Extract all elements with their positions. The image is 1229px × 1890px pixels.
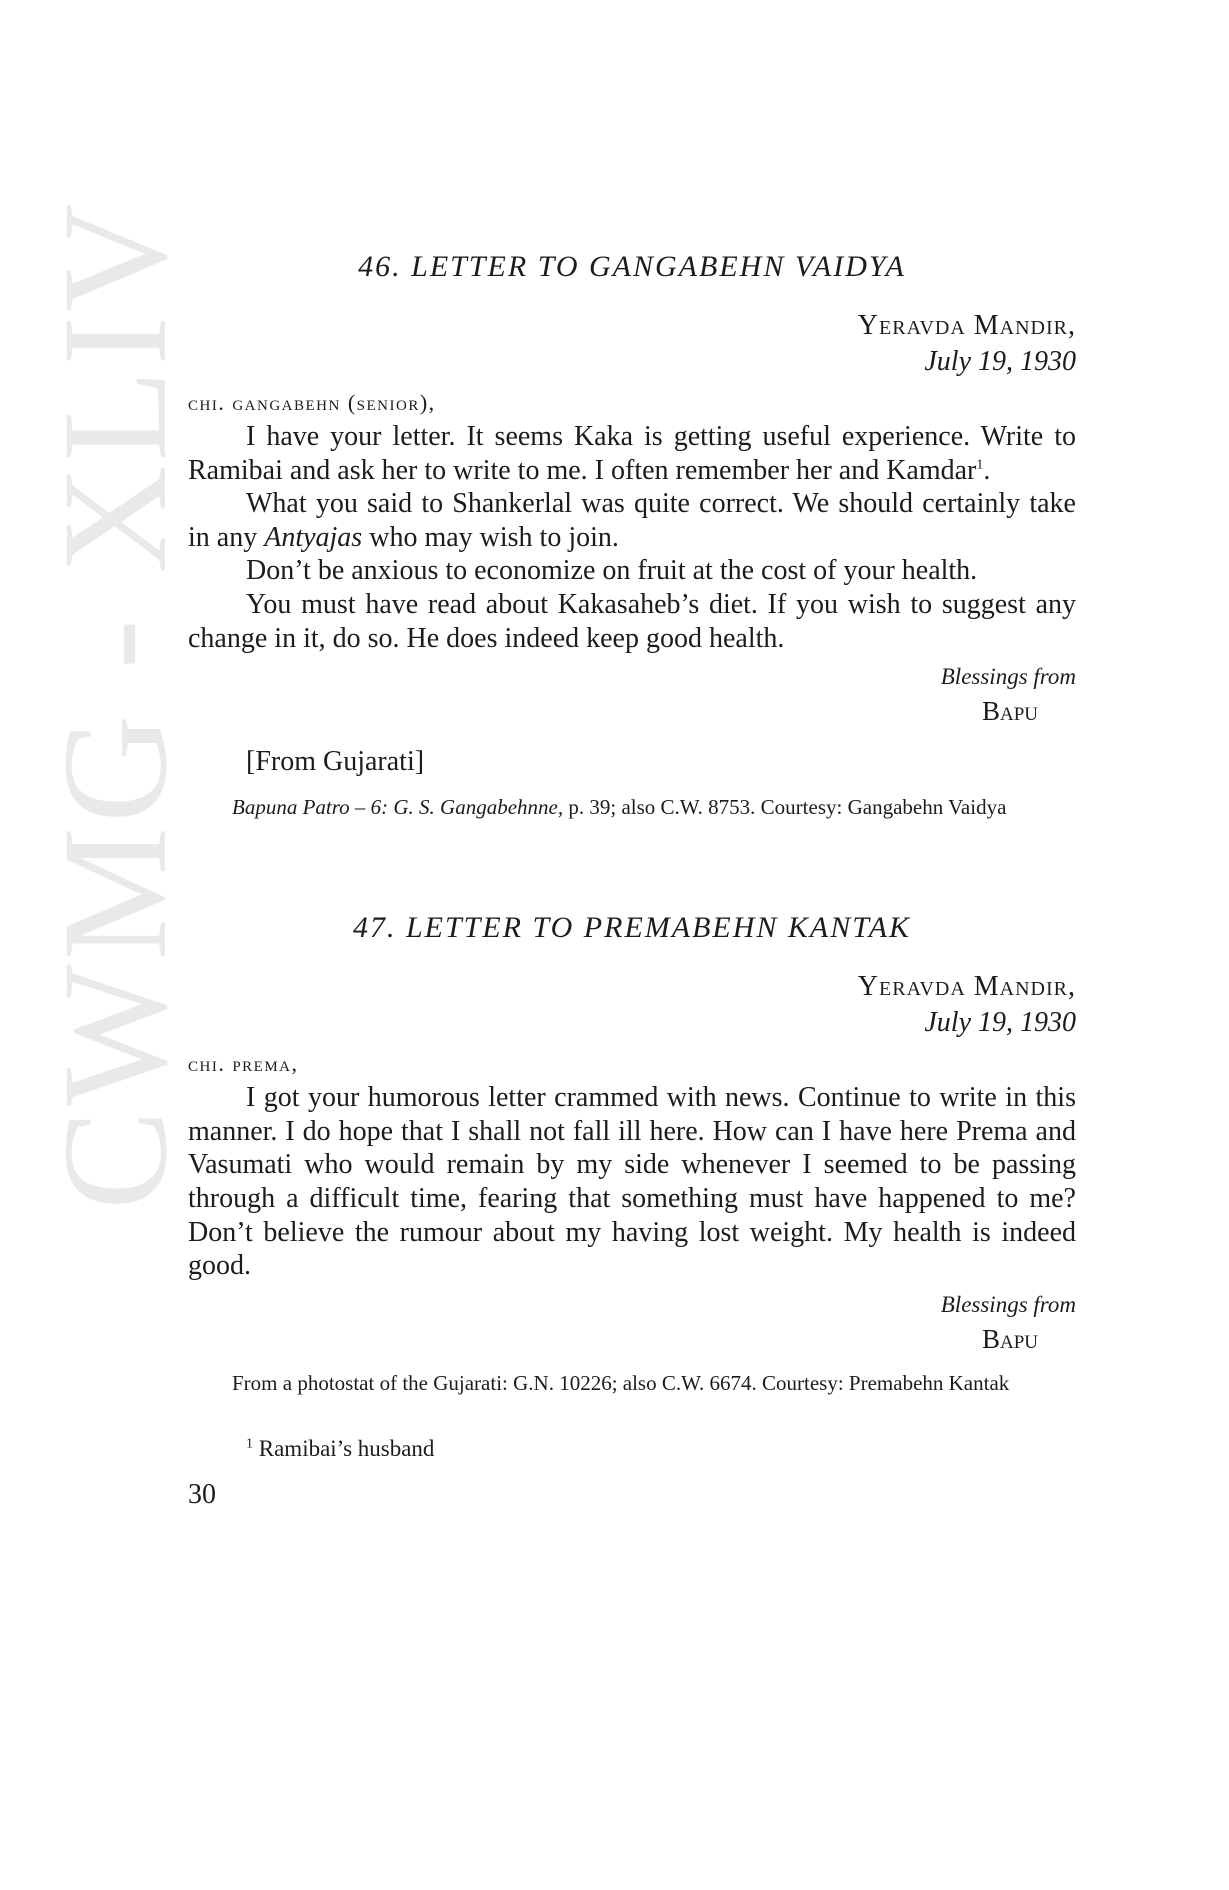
footnote-text: Ramibai’s husband — [253, 1435, 435, 1461]
letter-place: Yeravda Mandir, — [857, 310, 1076, 341]
footnote-marker: 1 — [246, 1436, 253, 1452]
paragraph-end: . — [983, 454, 991, 486]
paragraph: Don’t be anxious to economize on fruit at the cost of your health. — [246, 555, 978, 587]
letter-date: July 19, 1930 — [924, 346, 1076, 377]
letter-46 — [188, 250, 1076, 823]
page-content — [188, 250, 1076, 1511]
letter-date: July 19, 1930 — [924, 1007, 1076, 1039]
salutation: chi. prema, — [188, 1051, 299, 1077]
signature: Bapu — [981, 1323, 1038, 1354]
letter-body — [188, 1081, 1076, 1283]
paragraph: You must have read about Kakasaheb’s diet. If you wish to suggest any change in it, do so. He does indeed keep good health. — [188, 588, 1076, 654]
citation-rest: p. 39; also C.W. 8753. Courtesy: Gangabehn Vaidya — [563, 795, 1007, 820]
blessings: Blessings from — [940, 664, 1076, 690]
letter-heading: 47. LETTER TO PREMABEHN KANTAK — [352, 911, 912, 945]
salutation: chi. gangabehn (senior), — [188, 390, 436, 415]
paragraph — [188, 420, 1076, 487]
source-citation — [188, 791, 1076, 823]
letter-heading: 46. LETTER TO GANGABEHN VAIDYA — [358, 250, 906, 283]
paragraph-text: I have your letter. It seems Kaka is getting useful experience. Write to Ramibai and ask her to write to me. I often remember her and Kamdar — [188, 421, 1076, 486]
paragraph — [188, 487, 1076, 554]
signature: Bapu — [981, 696, 1038, 727]
source-citation: From a photostat of the Gujarati: G.N. 10226; also C.W. 6674. Courtesy: Premabehn Kantak — [232, 1370, 1010, 1395]
letter-47 — [188, 911, 1076, 1399]
page-number: 30 — [188, 1478, 216, 1510]
letter-body — [188, 420, 1076, 655]
citation-title: Bapuna Patro – 6: G. S. Gangabehnne, — [232, 795, 564, 820]
paragraph-text: who may wish to join. — [362, 521, 619, 553]
italic-term: Antyajas — [264, 521, 363, 553]
blessings: Blessings from — [940, 1291, 1076, 1317]
footnote-marker: 1 — [976, 457, 984, 473]
paragraph: I got your humorous letter crammed with news. Continue to write in this manner. I do hope that I shall not fall ill here. How can I have here Prema and Vasumati who would remain by my side whenever I seemed to be passing through a difficult time, fearing that something must have happened to me? Don’t believe the rumour about my having lost weight. My health is indeed good. — [188, 1082, 1076, 1282]
source-language-note: [From Gujarati] — [246, 746, 425, 778]
letter-place: Yeravda Mandir, — [857, 971, 1076, 1003]
paragraph-text: What you said to Shankerlal was quite correct. We should certainly take in any — [188, 488, 1076, 553]
footnote — [246, 1433, 1076, 1465]
watermark-text: CWMG - XLIV — [32, 199, 198, 1210]
